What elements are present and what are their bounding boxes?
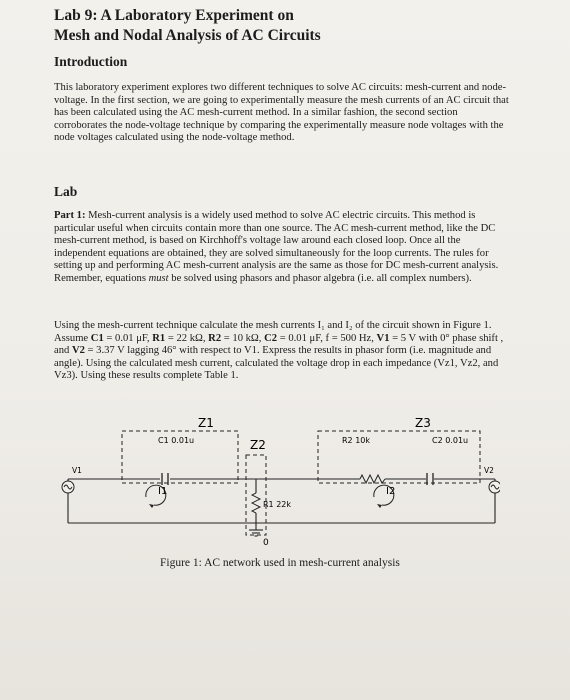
i2-label: I2 [386,486,396,497]
i1-arrowhead-icon [149,504,154,508]
introduction-heading: Introduction [54,54,128,69]
v2-label: V2 [484,466,494,475]
task-text-b: = 3.37 V lagging 46° with respect to V1. Express the results in phasor form (i.e. magnitude and angle). Using the calculated mesh current, calculated the voltage drop in each impedance (Vz1, Vz2, and Vz3). Using these results complete Table 1. [54,345,499,382]
c2-value: = 0.01 μF, [277,332,326,344]
c2-symbol: C2 [264,332,278,344]
circuit-diagram [60,415,500,550]
v1-label: V1 [72,466,82,475]
r2-value: = 10 kΩ, [221,332,265,344]
part1-text-a: Mesh-current analysis is a widely used method to solve AC electric circuits. This method is particular useful when circuits contain more than one source. The AC mesh-current method, like the DC mesh-current method, is based on Kirchhoff's voltage law around each closed loop. Once all the independent equations are obtained, they are solved simultaneously for the loop currents. The rules for setting up and performing AC mesh-current analysis are the same as those for DC mesh-current analysis. Remember, equations [54,210,499,284]
c1-value: = 0.01 μF, [103,332,153,344]
z2-label: Z2 [250,438,266,452]
part1-paragraph [54,210,512,286]
i1-label: I1 [158,486,168,497]
z1-label: Z1 [198,416,214,430]
introduction-paragraph: This laboratory experiment explores two different techniques to solve AC circuits: mesh-current and node-voltage. In the first section, we are going to experimentally measure the mesh currents of an AC circuit that has been calculated using the AC mesh-current method. In a similar fashion, the second section corroborates the node-voltage technique by comparing the experimentally measure node voltages with the node voltages calculated using the node-voltage method. [54,82,509,144]
task-paragraph [54,320,512,383]
r2-resistor-symbol [360,475,385,483]
v2-symbol: V2 [71,345,85,357]
r1-label: R1 22k [263,500,292,509]
title-line-1: Lab 9: A Laboratory Experiment on [54,7,294,24]
part1-must: must [148,272,169,284]
c2-label: C2 0.01u [432,436,469,445]
r2-label: R2 10k [342,436,371,445]
title-line-2: Mesh and Nodal Analysis of AC Circuits [54,27,321,44]
task-text-a: Using the mesh-current technique calculate the mesh currents I₁ and I₂ of the circuit shown in Figure 1. Assume [54,320,492,344]
r1-symbol: R1 [152,332,166,344]
ground-label: 0 [263,538,269,548]
r1-resistor-symbol [252,493,260,513]
z3-label: Z3 [415,416,431,430]
v1-symbol: V1 [376,332,390,344]
lab-heading: Lab [54,184,78,199]
part1-label: Part 1: [54,210,86,221]
page-title [54,6,321,46]
figure-caption: Figure 1: AC network used in mesh-current analysis [160,557,400,569]
frequency-value: f = 500 Hz, [325,332,377,344]
v1-value: = 5 V with 0° phase shift , and [54,332,504,357]
part1-text-b: be solved using phasors and phasor algebra (i.e. all complex numbers). [168,272,472,284]
c1-symbol: C1 [90,332,104,344]
i2-arrowhead-icon [377,504,382,508]
r2-symbol: R2 [208,332,222,344]
r1-value: = 22 kΩ, [165,332,209,344]
c1-label: C1 0.01u [158,436,195,445]
